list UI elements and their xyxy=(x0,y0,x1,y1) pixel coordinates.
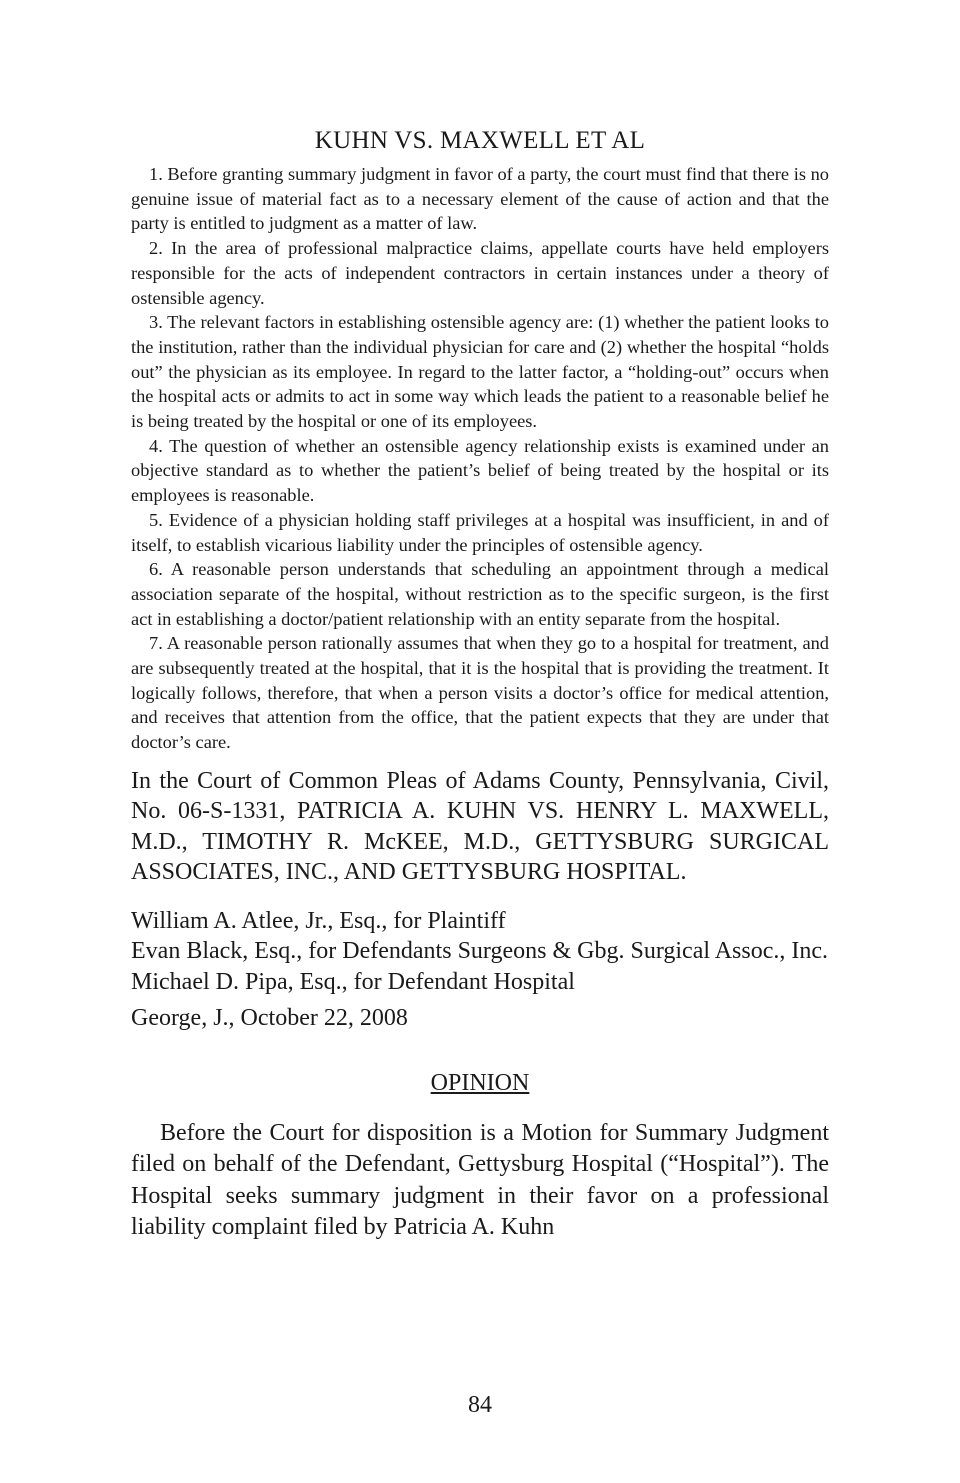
judge-line: George, J., October 22, 2008 xyxy=(131,1005,408,1032)
headnote-3: 3. The relevant factors in establishing ostensible agency are: (1) whether the patient looks to the institution, rather than the individual physician for care and (2) whether the hospital “holds out” the physician as its employee. In regard to the latter factor, a “holding-out” occurs when the hospital acts or admits to act in some way which leads the patient to a reasonable belief he is being treated by the hospital or one of its employees. xyxy=(131,312,829,432)
page-number: 84 xyxy=(468,1392,492,1418)
opinion-heading: OPINION xyxy=(430,1069,530,1096)
headnote-2: 2. In the area of professional malpractice claims, appellate courts have held employers responsible for the acts of independent contractors in certain instances under a theory of ostensible agency. xyxy=(131,238,829,308)
headnote-1: 1. Before granting summary judgment in favor of a party, the court must find that there is no genuine issue of material fact as to a necessary element of the cause of action and that the party is entitled to judgment as a matter of law. xyxy=(131,164,829,234)
document-page xyxy=(131,126,829,1268)
counsel-defendant-hospital: Michael D. Pipa, Esq., for Defendant Hospital xyxy=(131,968,575,995)
headnote-6: 6. A reasonable person understands that scheduling an appointment through a medical association separate of the hospital, without restriction as to the specific surgeon, is the first act in establishing a doctor/patient relationship with an entity separate from the hospital. xyxy=(131,559,829,629)
counsel-list xyxy=(131,906,829,998)
counsel-defendants-surgeons: Evan Black, Esq., for Defendants Surgeons & Gbg. Surgical Assoc., Inc. xyxy=(131,938,828,965)
headnotes xyxy=(131,162,829,755)
counsel-plaintiff: William A. Atlee, Jr., Esq., for Plaintiff xyxy=(131,907,506,934)
case-caption: In the Court of Common Pleas of Adams County, Pennsylvania, Civil, No. 06-S-1331, PATRICIA A. KUHN VS. HENRY L. MAXWELL, M.D., TIMOTHY R. McKEE, M.D., GETTYSBURG SURGICAL ASSOCIATES, INC., AND GETTYSBURG HOSPITAL. xyxy=(131,767,829,886)
opinion-body: Before the Court for disposition is a Motion for Summary Judgment filed on behalf of the Defendant, Gettysburg Hospital (“Hospital”). The Hospital seeks summary judgment in their favor on a professional liability complaint filed by Patricia A. Kuhn xyxy=(131,1119,829,1241)
headnote-5: 5. Evidence of a physician holding staff privileges at a hospital was insufficient, in and of itself, to establish vicarious liability under the principles of ostensible agency. xyxy=(131,509,829,555)
headnote-7: 7. A reasonable person rationally assumes that when they go to a hospital for treatment, and are subsequently treated at the hospital, that it is the hospital that is providing the treatment. It logically follows, therefore, that when a person visits a doctor’s office for medical attention, and receives that attention from the office, that the patient expects that they are under that doctor’s care. xyxy=(131,633,829,753)
headnote-4: 4. The question of whether an ostensible agency relationship exists is examined under an objective standard as to whether the patient’s belief of being treated by the hospital or its employees is reasonable. xyxy=(131,435,829,506)
running-head: KUHN VS. MAXWELL ET AL xyxy=(314,127,646,154)
